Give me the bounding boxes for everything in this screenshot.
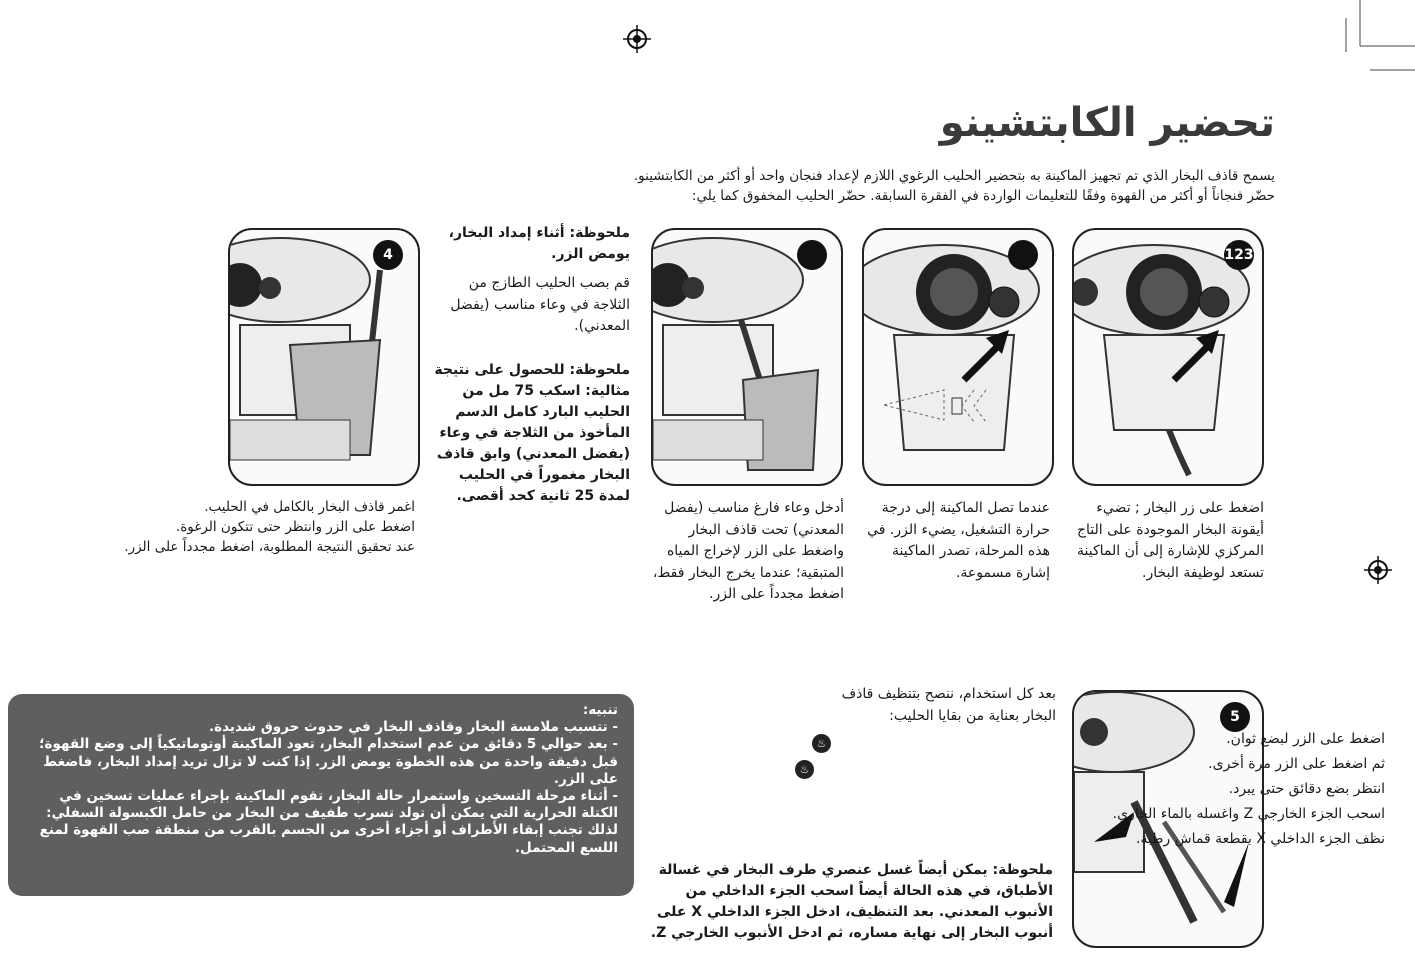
registration-mark-icon: [1364, 556, 1392, 584]
step-1-illustration: [1072, 228, 1264, 486]
step-2-caption: عندما تصل الماكينة إلى درجة حرارة التشغيل، يضيء الزر. في هذه المرحلة، تصدر الماكينة إشارة مسموعة.: [867, 500, 1050, 581]
warning-line: - بعد حوالي 5 دقائق من عدم استخدام البخار، تعود الماكينة أوتوماتيكياً إلى وضع القهوة؛ قبل دقيقة واحدة من هذه الخطوة يومض الزر. إذا كنت لا تزال تريد إمداد البخار، فاضغط على الزر.: [39, 736, 618, 787]
step-number-badge: [1008, 240, 1038, 270]
immerse-line: اغمر قاذف البخار بالكامل في الحليب.: [204, 499, 415, 515]
steam-button-icon: ♨: [812, 734, 831, 753]
step-4-illustration: [228, 228, 420, 486]
steam-button-icon: ♨: [795, 760, 814, 779]
step-2-illustration: [862, 228, 1054, 486]
note-steam-blink: ملحوظة: أثناء إمداد البخار، يومض الزر.: [448, 225, 630, 262]
cleaning-intro: بعد كل استخدام، ننصح بتنظيف قاذف البخار بعناية من بقايا الحليب:: [841, 686, 1056, 724]
warning-line: - أثناء مرحلة التسخين واستمرار حالة البخار، تقوم الماكينة بإجراء عمليات تسخين في الكتلة الحرارية التي يمكن أن تولد تسرب طفيف من البخار من حامل الكبسولة السفلي: لذلك تجنب إبقاء الأطراف أو أجزاء أخرى من الجسم بالقرب من منطقة صب القهوة لمنع اللسع المحتمل.: [39, 788, 618, 856]
intro-line: حضّر فنجاناً أو أكثر من القهوة وفقًا للتعليمات الواردة في الفقرة السابقة. حضّر الحليب المخفوق كما يلي:: [691, 188, 1275, 204]
immerse-instructions: [45, 497, 415, 557]
cleaning-steps-list: [1000, 731, 1385, 856]
registration-mark-icon: [623, 25, 651, 53]
intro-line: يسمح قاذف البخار الذي تم تجهيز الماكينة به بتحضير الحليب الرغوي اللازم لإعداد فنجان واحد أو أكثر من الكابتشينو.: [633, 168, 1275, 184]
list-item: [1000, 731, 1385, 756]
warning-line: - تتسبب ملامسة البخار وقاذف البخار في حدوث حروق شديدة.: [209, 719, 618, 736]
step-3-illustration: [651, 228, 843, 486]
step-number-badge: [797, 240, 827, 270]
step-3-caption: أدخل وعاء فارغ مناسب (يفضل المعدني) تحت قاذف البخار واضغط على الزر لإخراج المياه المتبقية؛ عندما يخرج البخار فقط، اضغط مجدداً على الزر.: [652, 500, 844, 602]
cleaning-step-text: انتظر بضع دقائق حتى يبرد.: [1228, 781, 1385, 797]
warning-heading: تنبيه:: [582, 702, 618, 718]
list-item: [1000, 756, 1385, 781]
cleaning-step-text: اسحب الجزء الخارجي Z واغسله بالماء الجاري.: [1112, 806, 1385, 822]
cleaning-note: ملحوظة: يمكن أيضاً غسل عنصري طرف البخار في غسالة الأطباق، في هذه الحالة أيضاً اسحب الجزء الداخلي من الأنبوب المعدني. بعد التنظيف، ادخل الجزء الداخلي X على أنبوب البخار إلى نهاية مساره، ثم ادخل الأنبوب الخارجي Z.: [650, 862, 1053, 941]
intro-text: [370, 166, 1275, 206]
step-1-caption: اضغط على زر البخار ; تضيء أيقونة البخار الموجودة على التاج المركزي للإشارة إلى أن الماكينة تستعد لوظيفة البخار.: [1076, 500, 1264, 581]
cleaning-step-text: ثم اضغط على الزر مرة أخرى.: [1208, 756, 1385, 772]
page-title: تحضير الكابتشينو: [939, 100, 1275, 146]
cleaning-step-text: اضغط على الزر لبضع ثوان.: [1226, 731, 1385, 747]
cleaning-step-text: نظف الجزء الداخلي X بقطعة قماش رطبة.: [1136, 831, 1385, 847]
list-item: [1000, 806, 1385, 831]
list-item: [1000, 781, 1385, 806]
step-number-badge: 123: [1224, 240, 1254, 270]
step-number-badge: 5: [1220, 702, 1250, 732]
immerse-line: اضغط على الزر وانتظر حتى تتكون الرغوة.: [175, 519, 415, 535]
immerse-line: عند تحقيق النتيجة المطلوبة، اضغط مجدداً على الزر.: [124, 539, 415, 555]
step-number-badge: 4: [373, 240, 403, 270]
crop-mark-icon: [1340, 0, 1415, 75]
list-item: [1000, 831, 1385, 856]
warning-box: [8, 694, 634, 896]
pour-milk-text: قم بصب الحليب الطازج من الثلاجة في وعاء مناسب (يفضل المعدني).: [450, 275, 630, 334]
note-ideal-result: ملحوظة: للحصول على نتيجة مثالية: اسكب 75 مل من الحليب البارد كامل الدسم المأخوذ من الثلاجة في وعاء (يفضل المعدني) وابق قاذف البخار مغموراً في الحليب لمدة 25 ثانية كحد أقصى.: [434, 362, 630, 504]
